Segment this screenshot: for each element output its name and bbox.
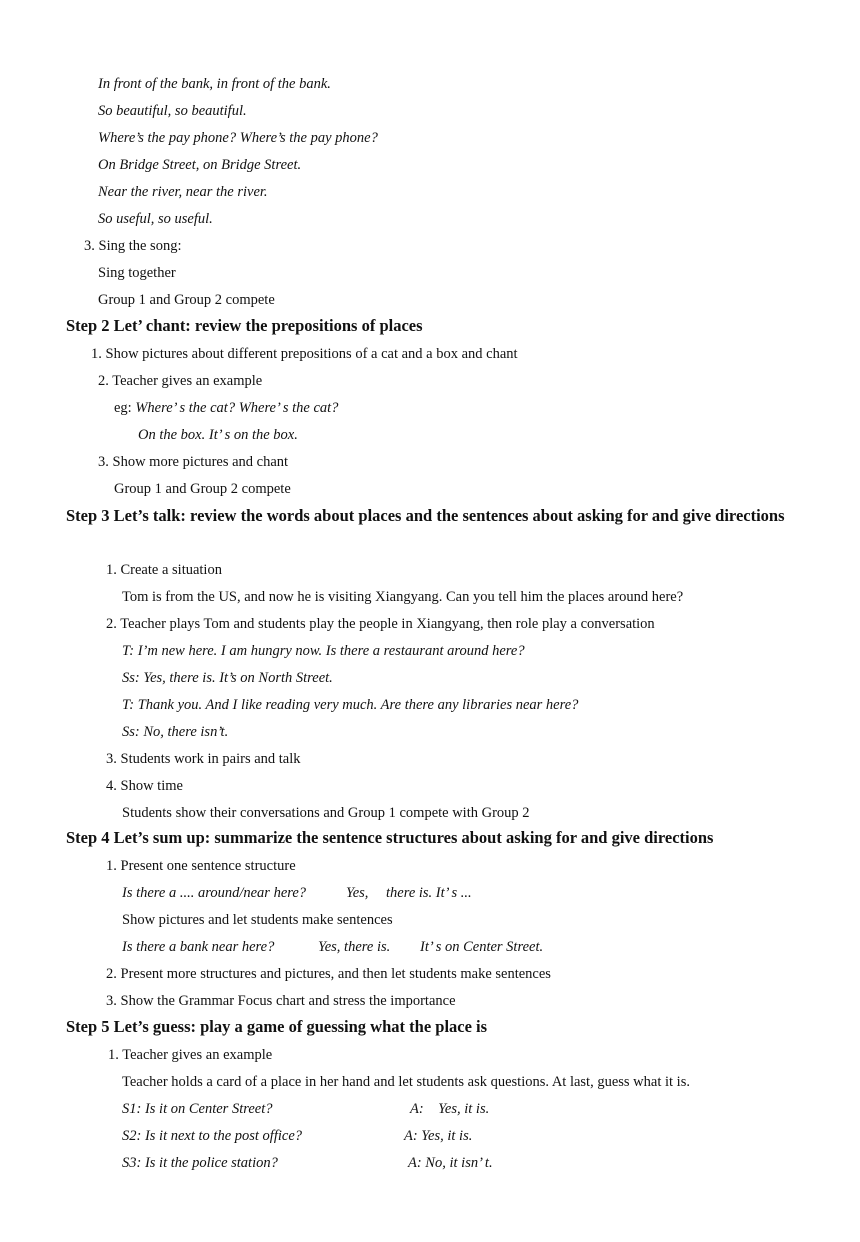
sub-item: Show pictures and let students make sentences (122, 912, 393, 928)
structure-question: Is there a .... around/near here? (122, 885, 307, 901)
sub-item: Group 1 and Group 2 compete (98, 292, 275, 308)
guess-answer: A: Yes, it is. (404, 1128, 473, 1144)
dialog-line: Ss: No, there isn’t. (122, 724, 229, 740)
example-answer: It’ s on Center Street. (420, 939, 544, 955)
lyric-line: In front of the bank, in front of the bank. (98, 76, 331, 92)
step-heading: Step 5 Let’s guess: play a game of guessing what the place is (66, 1017, 488, 1036)
guess-question: S3: Is it the police station? (122, 1155, 278, 1171)
example-answer: Yes, there is. (318, 939, 391, 955)
list-item: 1. Create a situation (106, 562, 222, 578)
list-item: 2. Teacher gives an example (98, 373, 263, 389)
eg-prefix: eg: (114, 400, 132, 416)
dialog-line: Ss: Yes, there is. It’s on North Street. (122, 670, 333, 686)
list-item: 4. Show time (106, 778, 183, 794)
structure-answer: there is. It’ s ... (386, 885, 472, 901)
guess-answer: A: No, it isn’ t. (408, 1155, 493, 1171)
list-item: 3. Sing the song: (84, 238, 182, 254)
list-item: 3. Show more pictures and chant (98, 454, 289, 470)
example-line (114, 399, 338, 417)
list-item: 1. Show pictures about different prepositions of a cat and a box and chant (91, 346, 518, 362)
list-item: 1. Present one sentence structure (106, 858, 296, 874)
example-question: Is there a bank near here? (122, 939, 275, 955)
sub-item: Teacher holds a card of a place in her hand and let students ask questions. At last, guess what it is. (122, 1074, 690, 1090)
example-line: On the box. It’ s on the box. (138, 427, 298, 443)
step-heading: Step 3 Let’s talk: review the words about places and the sentences about asking for and give directions (66, 506, 785, 525)
lyric-line: On Bridge Street, on Bridge Street. (98, 157, 302, 173)
sub-item: Students show their conversations and Group 1 compete with Group 2 (122, 805, 530, 821)
sub-item: Tom is from the US, and now he is visiting Xiangyang. Can you tell him the places around here? (122, 589, 684, 605)
lyric-line: So useful, so useful. (98, 211, 213, 227)
guess-answer: A: Yes, it is. (410, 1101, 490, 1117)
lyric-line: So beautiful, so beautiful. (98, 103, 247, 119)
sub-item: Sing together (98, 265, 176, 281)
structure-answer-yes: Yes, (346, 885, 369, 901)
guess-question: S1: Is it on Center Street? (122, 1101, 273, 1117)
step-heading: Step 4 Let’s sum up: summarize the sentence structures about asking for and give directions (66, 828, 714, 847)
step-heading: Step 2 Let’ chant: review the prepositions of places (66, 316, 423, 335)
guess-question: S2: Is it next to the post office? (122, 1128, 303, 1144)
list-item: 2. Present more structures and pictures, and then let students make sentences (106, 966, 551, 982)
dialog-line: T: Thank you. And I like reading very much. Are there any libraries near here? (122, 697, 579, 713)
list-item: 3. Students work in pairs and talk (106, 751, 301, 767)
lyric-line: Near the river, near the river. (98, 184, 268, 200)
sub-item: Group 1 and Group 2 compete (114, 481, 291, 497)
list-item: 2. Teacher plays Tom and students play the people in Xiangyang, then role play a conversation (106, 616, 655, 632)
dialog-line: T: I’m new here. I am hungry now. Is there a restaurant around here? (122, 643, 525, 659)
eg-text: Where’ s the cat? Where’ s the cat? (135, 400, 339, 416)
list-item: 1. Teacher gives an example (108, 1047, 273, 1063)
lyric-line: Where’s the pay phone? Where’s the pay phone? (98, 130, 378, 146)
list-item: 3. Show the Grammar Focus chart and stress the importance (106, 993, 456, 1009)
